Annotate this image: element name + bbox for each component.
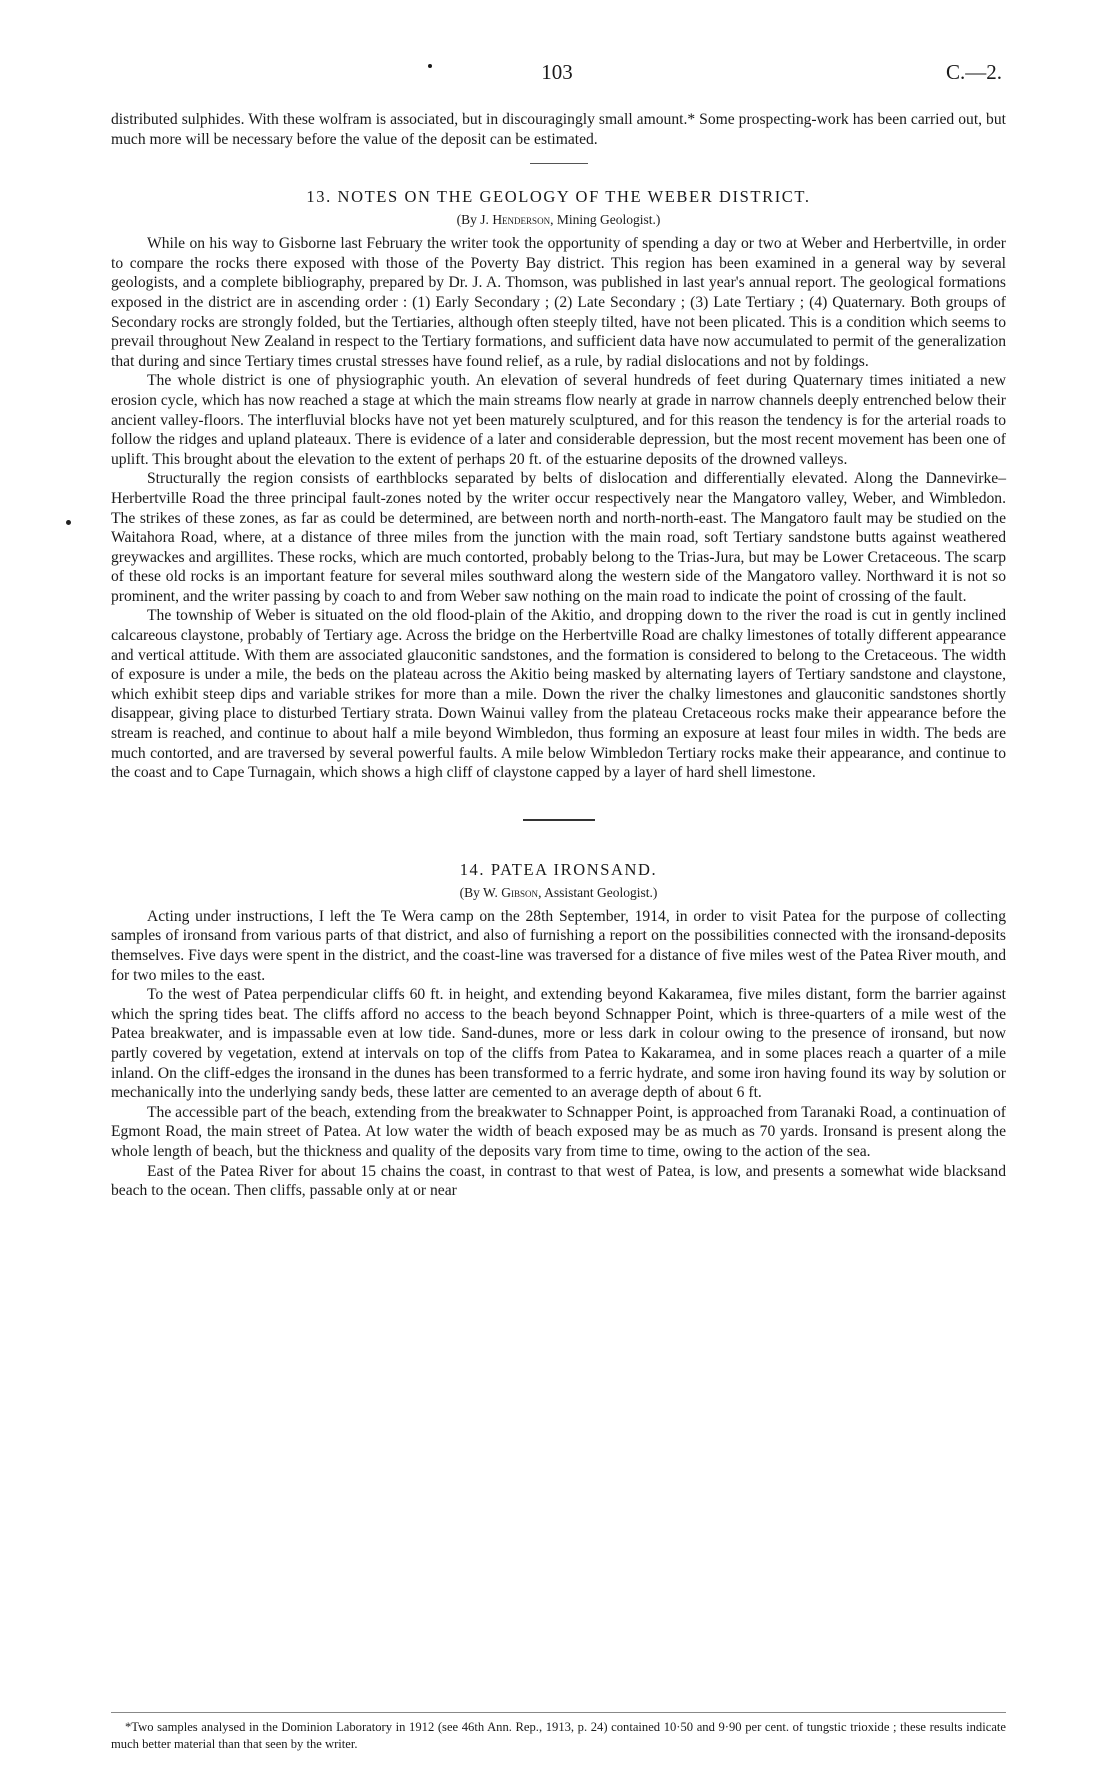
author-name: Gibson [501, 884, 539, 900]
section-14-paragraph: East of the Patea River for about 15 chains the coast, in contrast to that west of Patea, is low, and presents a somewhat wide blacksand beach to the ocean. Then cliffs, passable only at or near [111, 1162, 1006, 1200]
section-13-paragraph: While on his way to Gisborne last February the writer took the opportunity of spending a day or two at Weber and Herbertville, in order to compare the rocks there exposed with those of the Poverty Bay district. This region has been examined in a general way by several geologists, and a complete bibliography, prepared by Dr. J. A. Thomson, was published in last year's annual report. The geological formations exposed in the district are in ascending order : (1) Early Secondary ; (2) Late Secondary ; (3) Late Tertiary ; (4) Quaternary. Both groups of Secondary rocks are strongly folded, but the Tertiaries, although often steeply tilted, have not been plicated. This is a condition which seems to prevail throughout New Zealand in respect to the Tertiary formations, and sufficient data have now accumulated to permit of the generalization that during and since Tertiary times crustal stresses have found relief, as a rule, by radial dislocations and not by foldings. [111, 235, 1006, 370]
section-13-paragraph: The whole district is one of physiographic youth. An elevation of several hundreds of feet during Quaternary times initiated a new erosion cycle, which has now reached a stage at which the main streams flow nearly at grade in narrow channels deeply entrenched below their ancient valley-floors. The interfluvial blocks have not yet been maturely sculptured, and for this reason the tendency is for the arterial roads to follow the ridges and upland plateaux. There is evidence of a later and considerable depression, but the most recent movement has been one of uplift. This brought about the elevation to the extent of perhaps 20 ft. of the estuarine deposits of the drowned valleys. [111, 372, 1006, 468]
byline-prefix: (By W. [459, 884, 502, 900]
byline-prefix: (By J. [456, 212, 493, 228]
page-header [0, 58, 1114, 88]
page-number: 103 [541, 60, 573, 84]
footnote-area [111, 1712, 1006, 1753]
section-13-heading: 13. NOTES ON THE GEOLOGY OF THE WEBER DISTRICT. [306, 187, 811, 207]
byline-suffix: , Assistant Geologist.) [538, 884, 658, 900]
section-13-paragraph: Structurally the region consists of earthblocks separated by belts of dislocation and differentially elevated. Along the Dannevirke–Herbertville Road the three principal fault-zones noted by the writer occur respectively near the Mangatoro valley, Weber, and Wimbledon. The strikes of these zones, as far as could be determined, are between north and north-north-east. The Mangatoro fault may be studied on the Waitahora Road, where, at a distance of three miles from the junction with the main road, soft Tertiary sandstone butts against weathered greywackes and argillites. These rocks, which are much contorted, probably belong to the Trias-Jura, but may be Lower Cretaceous. The scarp of these old rocks is an important feature for several miles southward along the western side of the Mangatoro valley. Northward it is not so prominent, and the writer passing by coach to and from Weber saw nothing on the main road to indicate the point of crossing of the fault. [111, 470, 1006, 605]
section-14-paragraph: Acting under instructions, I left the Te Wera camp on the 28th September, 1914, in order to visit Patea for the purpose of collecting samples of ironsand from various parts of that district, and also of furnishing a report on the possibilities connected with the ironsand-deposits themselves. Five days were spent in the district, and the coast-line was traversed for a distance of five miles west of the Patea River mouth, and for two miles to the east. [111, 907, 1006, 984]
separator-rule [530, 163, 588, 164]
footnote: *Two samples analysed in the Dominion Laboratory in 1912 (see 46th Ann. Rep., 1913, p. 24) contained 10·50 and 9·90 per cent. of tungstic trioxide ; these results indicate much better material than that seen by the writer. [111, 1720, 1006, 1751]
document-code: C.—2. [945, 60, 1002, 84]
text-column [111, 110, 1006, 1201]
section-divider [523, 819, 595, 821]
intro-paragraph: distributed sulphides. With these wolfram is associated, but in discouragingly small amount.* Some prospecting-work has been carried out, but much more will be necessary before the value of the deposit can be estimated. [111, 111, 1006, 148]
margin-dot [66, 520, 71, 525]
section-13-paragraph: The township of Weber is situated on the old flood-plain of the Akitio, and dropping down to the river the road is cut in gently inclined calcareous claystone, probably of Tertiary age. Across the bridge on the Herbertville Road are chalky limestones of totally different appearance and vertical attitude. With them are associated glauconitic sandstones, and the formation is considered to belong to the Cretaceous. The width of exposure is under a mile, the beds on the plateau across the Akitio being masked by alternating layers of Tertiary sandstone and claystone, which exhibit steep dips and variable strikes for more than a mile. Down the river the chalky limestones and glauconitic sandstones shortly disappear, giving place to disturbed Tertiary strata. Down Wainui valley from the plateau Cretaceous rocks make their appearance before the stream is reached, and continue to about half a mile beyond Wimbledon, thus forming an exposure at least four miles in width. The beds are much contorted, and are traversed by several powerful faults. A mile below Wimbledon Tertiary rocks make their appearance, and continue to the coast and to Cape Turnagain, which shows a high cliff of claystone capped by a layer of hard shell limestone. [111, 607, 1006, 782]
section-13-byline [111, 210, 1006, 230]
section-14-byline [111, 883, 1006, 903]
author-name: Henderson [492, 212, 551, 228]
byline-suffix: , Mining Geologist.) [550, 212, 661, 228]
section-14-paragraph: The accessible part of the beach, extending from the breakwater to Schnapper Point, is approached from Taranaki Road, a continuation of Egmont Road, the main street of Patea. At low water the width of beach exposed may be as much as 70 yards. Ironsand is present along the whole length of beach, but the thickness and quality of the deposits vary from time to time, owing to the action of the sea. [111, 1103, 1006, 1160]
section-14-paragraph: To the west of Patea perpendicular cliffs 60 ft. in height, and extending beyond Kakaramea, five miles distant, form the barrier against which the spring tides beat. The cliffs afford no access to the beach beyond Schnapper Point, which is three-quarters of a mile west of the Patea breakwater, and is impassable even at low tide. Sand-dunes, more or less dark in colour owing to the presence of ironsand, but now partly covered by vegetation, extend at intervals on top of the cliffs from Patea to Kakaramea, and in some places reach a quarter of a mile inland. On the cliff-edges the ironsand in the dunes has been transformed to a ferric hydrate, and some iron having found its way by solution or mechanically into the underlying sandy beds, these latter are cemented to an average depth of about 6 ft. [111, 986, 1006, 1102]
section-14-heading: 14. PATEA IRONSAND. [459, 859, 658, 879]
